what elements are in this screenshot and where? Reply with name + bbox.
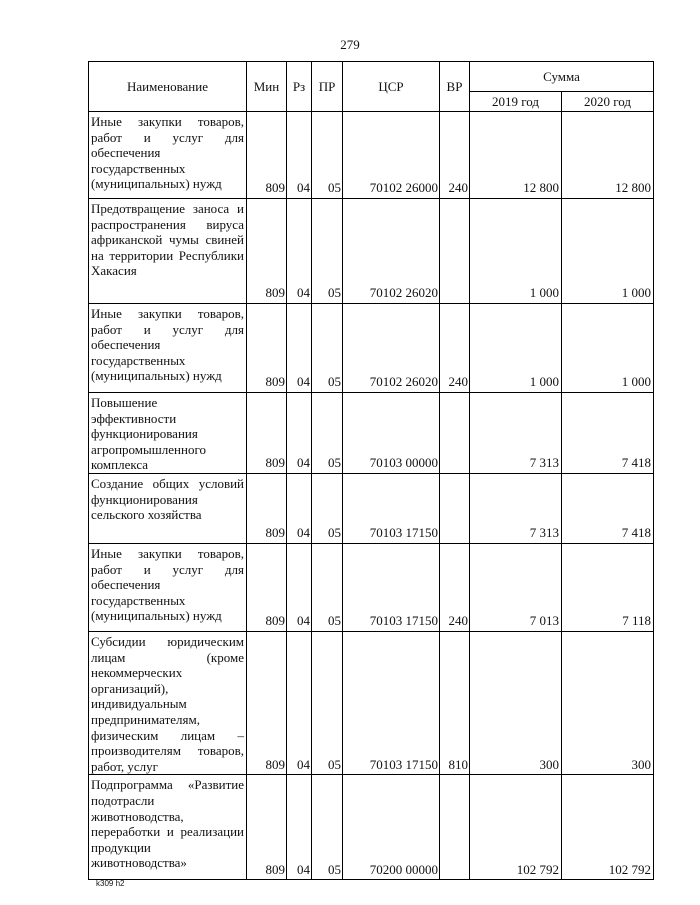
row-2019: 7 313 (470, 393, 562, 474)
row-2020: 7 418 (562, 393, 654, 474)
row-pr: 05 (312, 543, 343, 631)
row-rz: 04 (287, 199, 312, 304)
table-row (89, 393, 654, 474)
row-min: 809 (247, 631, 287, 774)
row-min: 809 (247, 199, 287, 304)
row-pr: 05 (312, 199, 343, 304)
row-2020: 12 800 (562, 112, 654, 199)
row-2020: 7 118 (562, 543, 654, 631)
row-2020: 1 000 (562, 199, 654, 304)
row-name: Создание общих условий функционирования сельского хозяйства (89, 473, 247, 543)
row-rz: 04 (287, 304, 312, 393)
row-vr: 240 (440, 304, 470, 393)
row-csr: 70103 00000 (343, 393, 440, 474)
row-rz: 04 (287, 393, 312, 474)
row-min: 809 (247, 393, 287, 474)
table-row (89, 775, 654, 880)
row-vr: 810 (440, 631, 470, 774)
row-vr (440, 775, 470, 880)
row-min: 809 (247, 304, 287, 393)
row-2019: 1 000 (470, 304, 562, 393)
row-2019: 1 000 (470, 199, 562, 304)
row-rz: 04 (287, 775, 312, 880)
row-2019: 7 313 (470, 473, 562, 543)
row-vr (440, 473, 470, 543)
row-name: Предотвращение заноса и распространения вируса африканской чумы свиней на территории Республики Хакасия (89, 199, 247, 304)
header-csr: ЦСР (343, 62, 440, 112)
header-name: Наименование (89, 62, 247, 112)
row-csr: 70102 26020 (343, 199, 440, 304)
row-vr: 240 (440, 543, 470, 631)
row-pr: 05 (312, 473, 343, 543)
row-csr: 70200 00000 (343, 775, 440, 880)
row-pr: 05 (312, 775, 343, 880)
page-number: 279 (340, 37, 360, 52)
row-name: Иные закупки товаров, работ и услуг для обеспечения государственных (муниципальных) нужд (89, 543, 247, 631)
header-year-2019: 2019 год (470, 92, 562, 112)
table-row (89, 304, 654, 393)
row-csr: 70102 26020 (343, 304, 440, 393)
table-row (89, 473, 654, 543)
row-pr: 05 (312, 304, 343, 393)
row-pr: 05 (312, 112, 343, 199)
row-2019: 300 (470, 631, 562, 774)
row-2019: 7 013 (470, 543, 562, 631)
row-name: Субсидии юридическим лицам (кроме некоммерческих организаций), индивидуальным предпринимателям, физическим лицам – производителям товаров, работ, услуг (89, 631, 247, 774)
row-rz: 04 (287, 631, 312, 774)
row-2020: 7 418 (562, 473, 654, 543)
row-name: Подпрограмма «Развитие подотрасли животноводства, переработки и реализации продукции животноводства» (89, 775, 247, 880)
row-min: 809 (247, 775, 287, 880)
row-rz: 04 (287, 473, 312, 543)
header-vr: ВР (440, 62, 470, 112)
row-csr: 70103 17150 (343, 543, 440, 631)
row-vr (440, 393, 470, 474)
row-2020: 102 792 (562, 775, 654, 880)
header-rz: Рз (287, 62, 312, 112)
budget-table (88, 61, 654, 880)
row-name: Иные закупки товаров, работ и услуг для обеспечения государственных (муниципальных) нужд (89, 304, 247, 393)
row-pr: 05 (312, 393, 343, 474)
row-pr: 05 (312, 631, 343, 774)
footer-code: k309 h2 (96, 879, 125, 888)
row-rz: 04 (287, 112, 312, 199)
row-2019: 102 792 (470, 775, 562, 880)
header-sum: Сумма (470, 62, 654, 92)
row-min: 809 (247, 543, 287, 631)
header-year-2020: 2020 год (562, 92, 654, 112)
row-vr: 240 (440, 112, 470, 199)
table-row (89, 112, 654, 199)
row-2020: 1 000 (562, 304, 654, 393)
row-vr (440, 199, 470, 304)
table-row (89, 543, 654, 631)
row-rz: 04 (287, 543, 312, 631)
row-name: Повышение эффективности функционирования агропромышленного комплекса (89, 393, 247, 474)
table-row (89, 631, 654, 774)
header-min: Мин (247, 62, 287, 112)
header-pr: ПР (312, 62, 343, 112)
row-min: 809 (247, 473, 287, 543)
row-csr: 70102 26000 (343, 112, 440, 199)
row-csr: 70103 17150 (343, 473, 440, 543)
row-csr: 70103 17150 (343, 631, 440, 774)
row-name: Иные закупки товаров, работ и услуг для обеспечения государственных (муниципальных) нужд (89, 112, 247, 199)
row-min: 809 (247, 112, 287, 199)
row-2020: 300 (562, 631, 654, 774)
row-2019: 12 800 (470, 112, 562, 199)
table-row (89, 199, 654, 304)
